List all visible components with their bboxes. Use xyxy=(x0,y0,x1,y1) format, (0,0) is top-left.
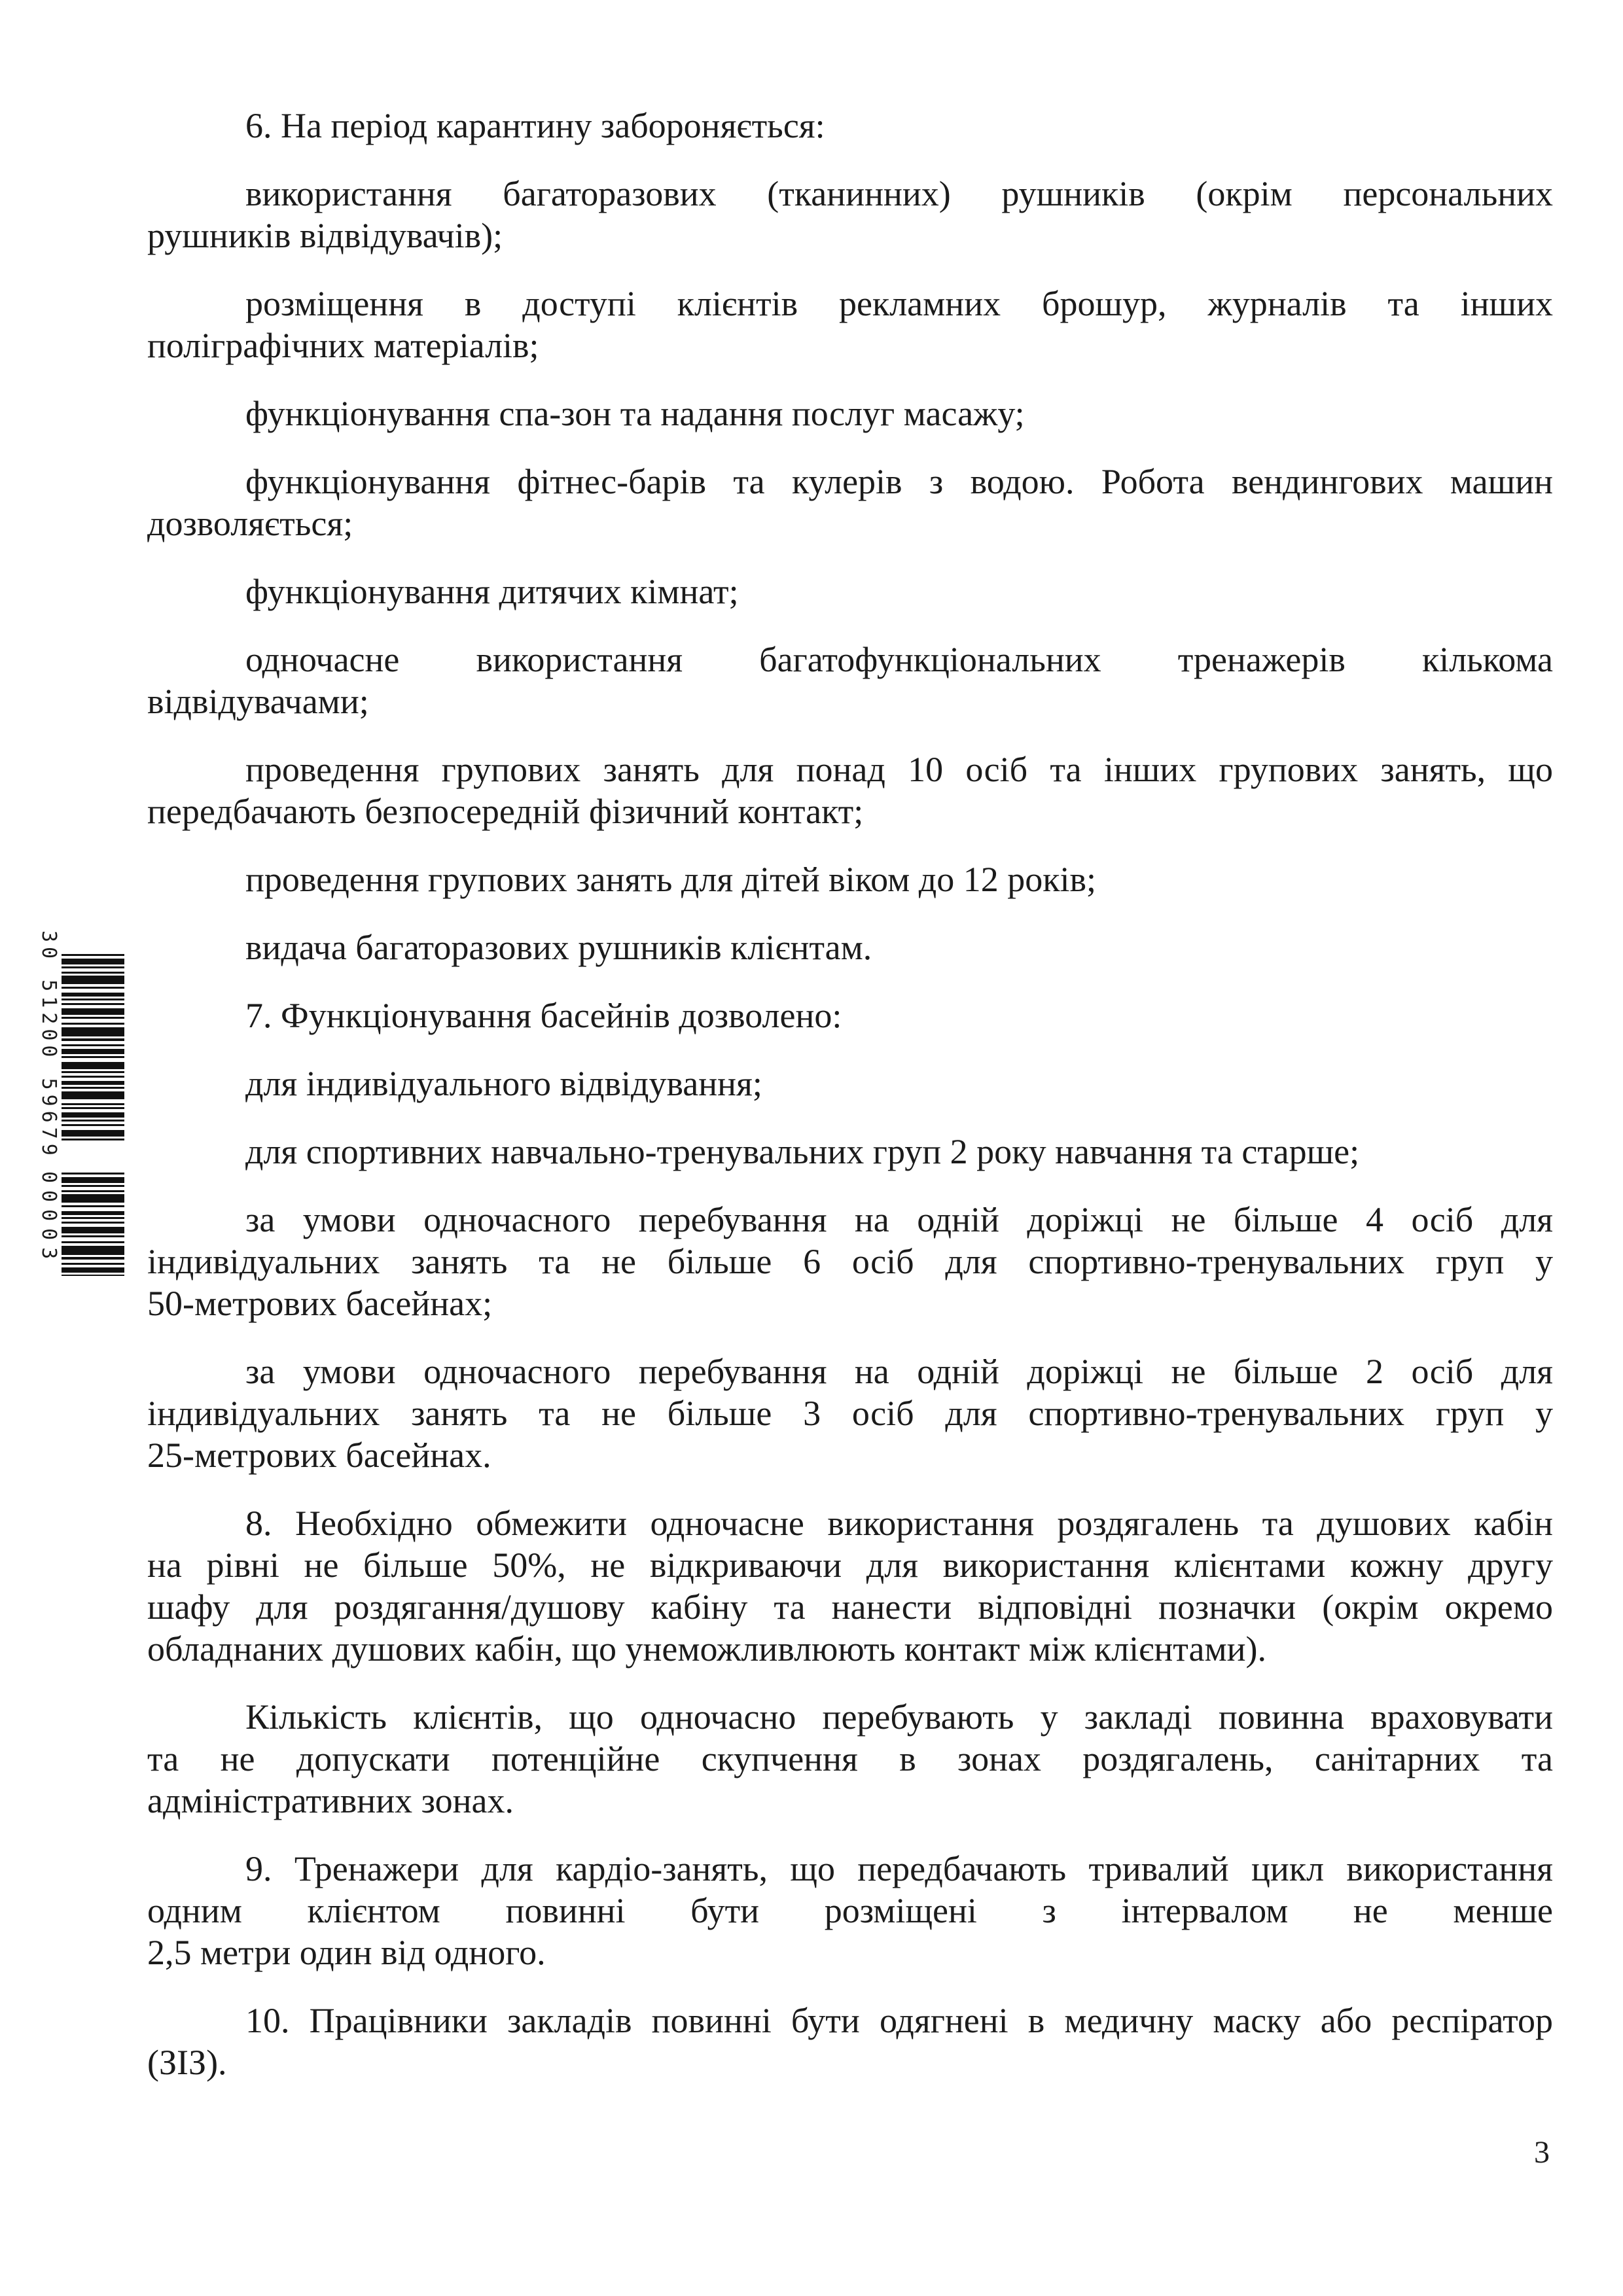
text-line: 50-метрових басейнах; xyxy=(147,1284,493,1323)
text-line: дозволяється; xyxy=(147,504,353,543)
text-line: 2,5 метри один від одного. xyxy=(147,1933,546,1972)
text-line: функціонування фітнес-барів та кулерів з водою. Робота вендингових машин xyxy=(245,462,1553,501)
document-body xyxy=(147,105,1553,2083)
text-line: 6. На період карантину забороняється: xyxy=(245,106,825,145)
barcode-digits-upper: 30 51200 59679 xyxy=(37,930,60,1160)
paragraph xyxy=(147,1351,1553,1476)
text-line: адміністративних зонах. xyxy=(147,1781,514,1820)
text-line: проведення групових занять для дітей віком до 12 років; xyxy=(245,860,1096,899)
text-line: відвідувачами; xyxy=(147,682,369,721)
paragraph xyxy=(147,749,1553,832)
text-line: 8. Необхідно обмежити одночасне використання роздягалень та душових кабін xyxy=(245,1504,1553,1543)
paragraph xyxy=(147,1848,1553,1973)
paragraph xyxy=(147,995,1553,1036)
text-line: видача багаторазових рушників клієнтам. xyxy=(245,928,872,967)
text-line: на рівні не більше 50%, не відкриваючи для використання клієнтами кожну другу xyxy=(147,1545,1553,1585)
text-line: одночасне використання багатофункціональних тренажерів кількома xyxy=(245,640,1553,679)
text-line: індивідуальних занять та не більше 3 осіб для спортивно-тренувальних груп у xyxy=(147,1394,1553,1433)
paragraph xyxy=(147,1063,1553,1104)
text-line: для спортивних навчально-тренувальних груп 2 року навчання та старше; xyxy=(245,1132,1360,1171)
paragraph xyxy=(147,1131,1553,1173)
text-line: за умови одночасного перебування на одній доріжці не більше 2 осіб для xyxy=(245,1352,1553,1391)
paragraph xyxy=(147,1502,1553,1670)
text-line: передбачають безпосередній фізичний контакт; xyxy=(147,792,864,831)
text-line: 25-метрових басейнах. xyxy=(147,1436,491,1475)
page-number: 3 xyxy=(1534,2135,1550,2170)
text-line: функціонування дитячих кімнат; xyxy=(245,572,739,611)
paragraph xyxy=(147,283,1553,366)
text-line: для індивідуального відвідування; xyxy=(245,1064,762,1103)
text-line: одним клієнтом повинні бути розміщені з інтервалом не менше xyxy=(147,1891,1553,1930)
text-line: Кількість клієнтів, що одночасно перебувають у закладі повинна враховувати xyxy=(245,1697,1553,1737)
paragraph xyxy=(147,461,1553,544)
paragraph xyxy=(147,927,1553,968)
text-line: індивідуальних занять та не більше 6 осіб для спортивно-тренувальних груп у xyxy=(147,1242,1553,1281)
paragraph xyxy=(147,173,1553,256)
barcode-bars-lower xyxy=(62,1173,124,1276)
barcode-digits-lower: 00003 xyxy=(37,1171,60,1267)
text-line: за умови одночасного перебування на одній доріжці не більше 4 осіб для xyxy=(245,1200,1553,1239)
text-line: розміщення в доступі клієнтів рекламних брошур, журналів та інших xyxy=(245,284,1553,323)
paragraph xyxy=(147,639,1553,722)
text-line: використання багаторазових (тканинних) рушників (окрім персональних xyxy=(245,174,1553,213)
barcode xyxy=(38,929,123,1282)
text-line: обладнаних душових кабін, що унеможливлюють контакт між клієнтами). xyxy=(147,1629,1267,1669)
text-line: (ЗІЗ). xyxy=(147,2043,227,2082)
paragraph xyxy=(147,571,1553,612)
text-line: поліграфічних матеріалів; xyxy=(147,326,539,365)
text-line: функціонування спа-зон та надання послуг масажу; xyxy=(245,394,1025,433)
text-line: 9. Тренажери для кардіо-занять, що передбачають тривалий цикл використання xyxy=(245,1849,1553,1888)
paragraph xyxy=(147,1199,1553,1324)
text-line: шафу для роздягання/душову кабіну та нанести відповідні позначки (окрім окремо xyxy=(147,1587,1553,1627)
text-line: рушників відвідувачів); xyxy=(147,216,503,255)
paragraph xyxy=(147,393,1553,434)
text-line: проведення групових занять для понад 10 осіб та інших групових занять, що xyxy=(245,750,1553,789)
paragraph xyxy=(147,1696,1553,1822)
paragraph xyxy=(147,105,1553,147)
text-line: та не допускати потенційне скупчення в зонах роздягалень, санітарних та xyxy=(147,1739,1553,1778)
text-line: 10. Працівники закладів повинні бути одягнені в медичну маску або респіратор xyxy=(245,2001,1553,2040)
barcode-bars-upper xyxy=(62,954,124,1142)
text-line: 7. Функціонування басейнів дозволено: xyxy=(245,996,842,1035)
paragraph xyxy=(147,858,1553,900)
paragraph xyxy=(147,2000,1553,2083)
